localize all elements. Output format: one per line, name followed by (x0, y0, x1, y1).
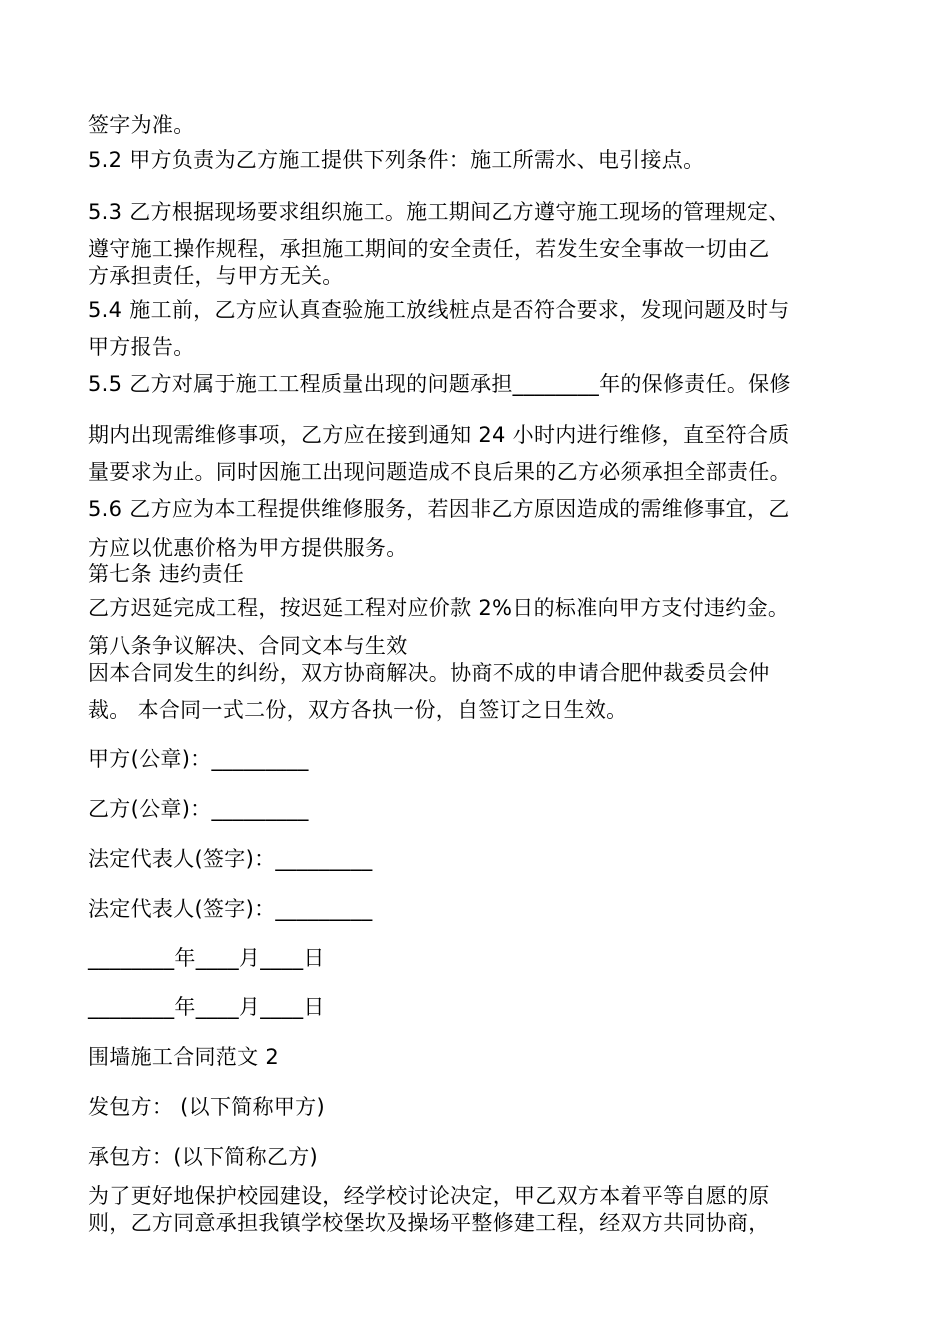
text-line: 则，乙方同意承担我镇学校堡坎及操场平整修建工程，经双方共同协商， (88, 1211, 770, 1235)
text-line: 甲方报告。 (88, 335, 195, 359)
text-line: 方承担责任，与甲方无关。 (88, 264, 344, 288)
text-line: 5.4 施工前，乙方应认真查验施工放线桩点是否符合要求，发现问题及时与 (88, 298, 790, 322)
date-line: ________年____月____日 (88, 946, 325, 970)
text-line: 5.6 乙方应为本工程提供维修服务，若因非乙方原因造成的需维修事宜，乙 (88, 497, 790, 521)
text-line: 量要求为止。同时因施工出现问题造成不良后果的乙方必须承担全部责任。 (88, 460, 791, 484)
text-line: 期内出现需维修事项，乙方应在接到通知 24 小时内进行维修，直至符合质 (88, 423, 790, 447)
text-line: 5.3 乙方根据现场要求组织施工。施工期间乙方遵守施工现场的管理规定、 (88, 200, 790, 224)
signature-line: 法定代表人(签字)：_________ (88, 847, 373, 871)
text-line: 签字为准。 (88, 113, 195, 137)
text-line: 5.5 乙方对属于施工工程质量出现的问题承担________年的保修责任。保修 (88, 372, 791, 396)
signature-line: 乙方(公章)：_________ (88, 797, 309, 821)
text-line: 遵守施工操作规程，承担施工期间的安全责任，若发生安全事故一切由乙 (88, 237, 770, 261)
text-line: 方应以优惠价格为甲方提供服务。 (88, 536, 408, 560)
text-line: 承包方：(以下简称乙方) (88, 1145, 318, 1169)
section-heading: 第七条 违约责任 (88, 562, 245, 586)
text-line: 乙方迟延完成工程，按迟延工程对应价款 2%日的标准向甲方支付违约金。 (88, 596, 790, 620)
signature-line: 甲方(公章)：_________ (88, 747, 309, 771)
section-heading: 第八条争议解决、合同文本与生效 (88, 634, 408, 658)
text-line: 裁。 本合同一式二份，双方各执一份，自签订之日生效。 (88, 698, 628, 722)
section-heading: 围墙施工合同范文 2 (88, 1045, 280, 1069)
date-line: ________年____月____日 (88, 995, 325, 1019)
text-line: 为了更好地保护校园建设，经学校讨论决定，甲乙双方本着平等自愿的原 (88, 1184, 770, 1208)
text-line: 因本合同发生的纠纷，双方协商解决。协商不成的申请合肥仲裁委员会仲 (88, 661, 770, 685)
text-line: 发包方： (以下简称甲方) (88, 1095, 325, 1119)
signature-line: 法定代表人(签字)：_________ (88, 897, 373, 921)
text-line: 5.2 甲方负责为乙方施工提供下列条件：施工所需水、电引接点。 (88, 148, 705, 172)
